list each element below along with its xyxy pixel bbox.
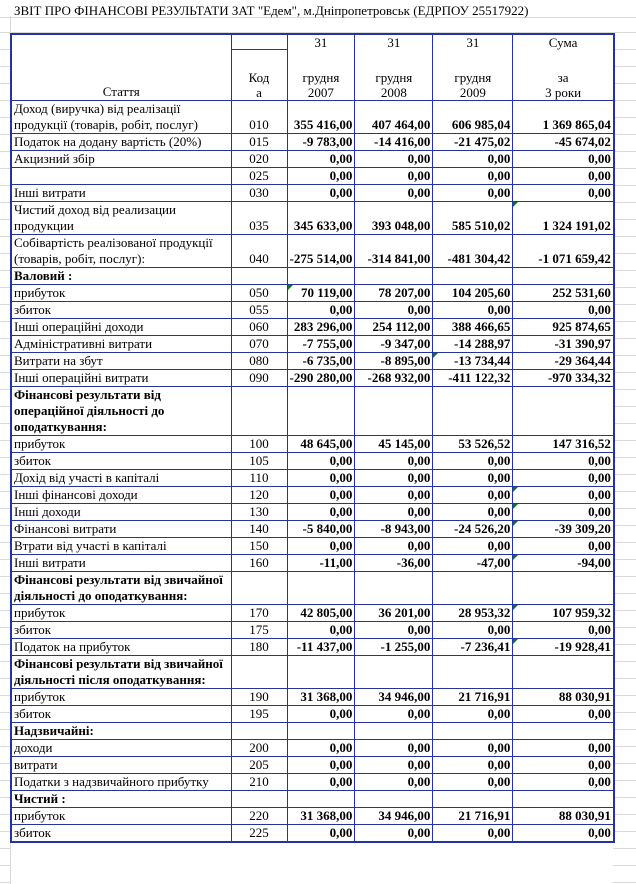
section-row (11, 723, 614, 740)
value-cell-2008: 0,00 (355, 504, 433, 521)
value-cell-2009: 0,00 (433, 151, 513, 168)
value-cell-total: 0,00 (513, 538, 614, 555)
value-cell-2009: 0,00 (433, 453, 513, 470)
code-cell: 100 (231, 436, 287, 453)
value-cell-2009: 606 985,04 (433, 101, 513, 134)
value-cell-2009: -47,00 (433, 555, 513, 572)
value-cell-total: -970 334,32 (513, 370, 614, 387)
value-cell-2009: 0,00 (433, 740, 513, 757)
code-cell: 090 (231, 370, 287, 387)
article-cell: прибуток (11, 808, 231, 825)
value-cell-2007: 0,00 (287, 740, 355, 757)
value-cell-2009: -7 236,41 (433, 639, 513, 656)
value-cell-total: 0,00 (513, 453, 614, 470)
code-cell: 080 (231, 353, 287, 370)
value-cell-2007: 70 119,00 (287, 285, 355, 302)
value-cell-total (513, 791, 614, 808)
code-cell: 150 (231, 538, 287, 555)
value-cell-total: -31 390,97 (513, 336, 614, 353)
col-header-period-2008: 31 грудня 2008 (355, 34, 433, 101)
article-cell: Дохід від участі в капіталі (11, 470, 231, 487)
table-body (11, 101, 614, 843)
value-cell-2009: -13 734,44 (433, 353, 513, 370)
value-cell-total: -1 071 659,42 (513, 235, 614, 268)
article-cell: Фінансові результати від операційної діяльності до оподаткування: (11, 387, 231, 436)
article-cell: витрати (11, 757, 231, 774)
results-table (10, 33, 615, 843)
table-row (11, 353, 614, 370)
code-cell: 010 (231, 101, 287, 134)
value-cell-2008: 0,00 (355, 538, 433, 555)
col-header-period-2007: 31 грудня 2007 (287, 34, 355, 101)
value-cell-2007: -5 840,00 (287, 521, 355, 538)
article-cell: Інші фінансові доходи (11, 487, 231, 504)
value-cell-2009: -481 304,42 (433, 235, 513, 268)
table-row (11, 538, 614, 555)
value-cell-total (513, 268, 614, 285)
value-cell-2008: -9 347,00 (355, 336, 433, 353)
code-cell: 070 (231, 336, 287, 353)
value-cell-2007: -11 437,00 (287, 639, 355, 656)
article-cell: Інші доходи (11, 504, 231, 521)
article-cell: збиток (11, 453, 231, 470)
code-cell: 200 (231, 740, 287, 757)
table-row (11, 639, 614, 656)
value-cell-2009: 585 510,02 (433, 202, 513, 235)
right-margin-gridlines (613, 33, 636, 884)
table-row (11, 622, 614, 639)
value-cell-2007: 0,00 (287, 470, 355, 487)
value-cell-total: 88 030,91 (513, 808, 614, 825)
article-cell: прибуток (11, 605, 231, 622)
code-cell: 140 (231, 521, 287, 538)
value-cell-2009: -21 475,02 (433, 134, 513, 151)
value-cell-2007: 0,00 (287, 538, 355, 555)
value-cell-2008 (355, 572, 433, 605)
value-cell-2008: 0,00 (355, 825, 433, 843)
article-cell: збиток (11, 622, 231, 639)
article-cell: Чистий доход від реализации продукции (11, 202, 231, 235)
value-cell-total: 0,00 (513, 774, 614, 791)
value-cell-2008: -8 895,00 (355, 353, 433, 370)
code-cell: 110 (231, 470, 287, 487)
value-cell-2009 (433, 572, 513, 605)
value-cell-2007: 48 645,00 (287, 436, 355, 453)
value-cell-2008: 0,00 (355, 453, 433, 470)
value-cell-2008: 0,00 (355, 487, 433, 504)
table-row (11, 370, 614, 387)
value-cell-2009: 388 466,65 (433, 319, 513, 336)
value-cell-total: -29 364,44 (513, 353, 614, 370)
value-cell-2007 (287, 572, 355, 605)
col-header-code: Код а (231, 50, 287, 101)
value-cell-total (513, 387, 614, 436)
error-marker-icon (513, 504, 518, 509)
article-cell: доходи (11, 740, 231, 757)
value-cell-2007: 0,00 (287, 453, 355, 470)
article-cell: Адміністративні витрати (11, 336, 231, 353)
value-cell-2008: -1 255,00 (355, 639, 433, 656)
code-cell: 035 (231, 202, 287, 235)
value-cell-2007: 283 296,00 (287, 319, 355, 336)
error-marker-icon (513, 521, 518, 526)
code-cell: 210 (231, 774, 287, 791)
code-cell: 195 (231, 706, 287, 723)
table-row (11, 487, 614, 504)
value-cell-2008: 34 946,00 (355, 808, 433, 825)
value-cell-2009: -24 526,20 (433, 521, 513, 538)
article-cell: Фінансові результати від звичайної діяльності до оподаткування: (11, 572, 231, 605)
table-row (11, 825, 614, 843)
value-cell-2008: 36 201,00 (355, 605, 433, 622)
value-cell-2007: 0,00 (287, 774, 355, 791)
code-cell: 025 (231, 168, 287, 185)
code-cell: 225 (231, 825, 287, 843)
value-cell-total: 0,00 (513, 487, 614, 504)
value-cell-total (513, 656, 614, 689)
table-row (11, 168, 614, 185)
col-header-total: Сума за 3 роки (513, 34, 614, 101)
value-cell-total: -45 674,02 (513, 134, 614, 151)
article-cell: Інші операційні витрати (11, 370, 231, 387)
section-row (11, 656, 614, 689)
value-cell-total (513, 723, 614, 740)
value-cell-2008 (355, 791, 433, 808)
value-cell-total: 0,00 (513, 185, 614, 202)
value-cell-2007: -7 755,00 (287, 336, 355, 353)
code-cell (231, 723, 287, 740)
value-cell-2007: 0,00 (287, 504, 355, 521)
value-cell-2008 (355, 387, 433, 436)
article-cell: Фінансові результати від звичайної діяльності після оподаткування: (11, 656, 231, 689)
table-row (11, 706, 614, 723)
value-cell-2007: 0,00 (287, 185, 355, 202)
col-header-period-2009: 31 грудня 2009 (433, 34, 513, 101)
article-cell: Чистий : (11, 791, 231, 808)
col-header-article: Стаття (11, 34, 231, 101)
value-cell-2007: 0,00 (287, 757, 355, 774)
value-cell-2008: 393 048,00 (355, 202, 433, 235)
code-cell: 060 (231, 319, 287, 336)
code-cell: 015 (231, 134, 287, 151)
table-row (11, 101, 614, 134)
section-row (11, 791, 614, 808)
value-cell-2009: 0,00 (433, 185, 513, 202)
value-cell-2007: 42 805,00 (287, 605, 355, 622)
table-row (11, 151, 614, 168)
value-cell-2009: 0,00 (433, 302, 513, 319)
article-cell: Витрати на збут (11, 353, 231, 370)
code-cell: 170 (231, 605, 287, 622)
value-cell-2009: 53 526,52 (433, 436, 513, 453)
code-cell: 040 (231, 235, 287, 268)
value-cell-2007: -6 735,00 (287, 353, 355, 370)
value-cell-2007: 0,00 (287, 706, 355, 723)
value-cell-2008: 0,00 (355, 470, 433, 487)
value-cell-2009: -14 288,97 (433, 336, 513, 353)
value-cell-2007: 0,00 (287, 302, 355, 319)
value-cell-2008: -36,00 (355, 555, 433, 572)
article-cell: Собівартість реалізованої продукції (товарів, робіт, послуг): (11, 235, 231, 268)
value-cell-2009: 0,00 (433, 487, 513, 504)
table-row (11, 555, 614, 572)
article-cell: Доход (виручка) від реалізації продукції (товарів, робіт, послуг) (11, 101, 231, 134)
code-cell: 130 (231, 504, 287, 521)
value-cell-2009: 28 953,32 (433, 605, 513, 622)
value-cell-total: 0,00 (513, 168, 614, 185)
value-cell-2007: 31 368,00 (287, 808, 355, 825)
code-cell: 160 (231, 555, 287, 572)
value-cell-2007: 31 368,00 (287, 689, 355, 706)
table-row (11, 521, 614, 538)
code-cell: 190 (231, 689, 287, 706)
code-cell (231, 656, 287, 689)
value-cell-2009 (433, 268, 513, 285)
table-row (11, 336, 614, 353)
value-cell-2009 (433, 387, 513, 436)
value-cell-2009 (433, 723, 513, 740)
article-cell: Надзвичайні: (11, 723, 231, 740)
value-cell-2007: 345 633,00 (287, 202, 355, 235)
code-cell (231, 268, 287, 285)
value-cell-total: -94,00 (513, 555, 614, 572)
table-row (11, 453, 614, 470)
value-cell-total: 0,00 (513, 504, 614, 521)
value-cell-total: -39 309,20 (513, 521, 614, 538)
value-cell-total: 0,00 (513, 757, 614, 774)
article-cell: Інші операційні доходи (11, 319, 231, 336)
value-cell-2007: -11,00 (287, 555, 355, 572)
error-marker-icon (433, 353, 438, 358)
value-cell-2009: 0,00 (433, 168, 513, 185)
table-row (11, 285, 614, 302)
table-row (11, 774, 614, 791)
value-cell-2007 (287, 791, 355, 808)
table-row (11, 302, 614, 319)
article-cell (11, 168, 231, 185)
value-cell-2009: 0,00 (433, 504, 513, 521)
value-cell-2009: 0,00 (433, 774, 513, 791)
article-cell: збиток (11, 825, 231, 843)
value-cell-2008: -14 416,00 (355, 134, 433, 151)
value-cell-2008: 34 946,00 (355, 689, 433, 706)
table-header (11, 34, 614, 101)
code-cell: 030 (231, 185, 287, 202)
value-cell-total: 0,00 (513, 825, 614, 843)
value-cell-total: 0,00 (513, 622, 614, 639)
value-cell-2008: 0,00 (355, 302, 433, 319)
value-cell-total: 0,00 (513, 740, 614, 757)
article-cell: збиток (11, 706, 231, 723)
value-cell-2009: 0,00 (433, 622, 513, 639)
value-cell-2009: 0,00 (433, 825, 513, 843)
value-cell-2008: 0,00 (355, 740, 433, 757)
value-cell-2008: 0,00 (355, 757, 433, 774)
value-cell-2009: 0,00 (433, 757, 513, 774)
section-row (11, 572, 614, 605)
value-cell-2007 (287, 268, 355, 285)
code-cell: 020 (231, 151, 287, 168)
code-cell (231, 572, 287, 605)
value-cell-2008: 254 112,00 (355, 319, 433, 336)
value-cell-total: 1 369 865,04 (513, 101, 614, 134)
value-cell-2008: 0,00 (355, 185, 433, 202)
value-cell-2007: 0,00 (287, 151, 355, 168)
article-cell: Інші витрати (11, 185, 231, 202)
article-cell: прибуток (11, 285, 231, 302)
table-row (11, 470, 614, 487)
article-cell: Валовий : (11, 268, 231, 285)
value-cell-2007 (287, 656, 355, 689)
value-cell-total: 107 959,32 (513, 605, 614, 622)
value-cell-2009 (433, 656, 513, 689)
value-cell-total: 88 030,91 (513, 689, 614, 706)
value-cell-2008 (355, 723, 433, 740)
table-row (11, 185, 614, 202)
code-cell: 050 (231, 285, 287, 302)
code-cell: 055 (231, 302, 287, 319)
code-cell: 120 (231, 487, 287, 504)
error-marker-icon (513, 639, 518, 644)
value-cell-2009: 0,00 (433, 538, 513, 555)
value-cell-2007: 0,00 (287, 487, 355, 504)
table-row (11, 202, 614, 235)
value-cell-total: -19 928,41 (513, 639, 614, 656)
table-row (11, 319, 614, 336)
value-cell-total: 0,00 (513, 302, 614, 319)
value-cell-total: 925 874,65 (513, 319, 614, 336)
value-cell-total: 147 316,52 (513, 436, 614, 453)
table-row (11, 134, 614, 151)
article-cell: Фінансові витрати (11, 521, 231, 538)
value-cell-2008: 0,00 (355, 774, 433, 791)
article-cell: Податок на прибуток (11, 639, 231, 656)
article-cell: прибуток (11, 689, 231, 706)
value-cell-2007: 0,00 (287, 825, 355, 843)
table-row (11, 740, 614, 757)
table-row (11, 757, 614, 774)
article-cell: Інші витрати (11, 555, 231, 572)
value-cell-2007: -275 514,00 (287, 235, 355, 268)
table-row (11, 605, 614, 622)
section-row (11, 387, 614, 436)
value-cell-2009: 104 205,60 (433, 285, 513, 302)
value-cell-2007: 0,00 (287, 168, 355, 185)
col-header-code-spacer (231, 34, 287, 50)
article-cell: Податки з надзвичайного прибутку (11, 774, 231, 791)
value-cell-total: 1 324 191,02 (513, 202, 614, 235)
value-cell-2008 (355, 656, 433, 689)
value-cell-total: 0,00 (513, 470, 614, 487)
report-title: ЗВІТ ПРО ФІНАНСОВІ РЕЗУЛЬТАТИ ЗАТ "Едем", м.Дніпропетровськ (ЕДРПОУ 25517922) (14, 3, 529, 18)
value-cell-2009: 0,00 (433, 470, 513, 487)
value-cell-total: 0,00 (513, 706, 614, 723)
value-cell-2009: 21 716,91 (433, 808, 513, 825)
section-row (11, 268, 614, 285)
value-cell-2008: -8 943,00 (355, 521, 433, 538)
article-cell: збиток (11, 302, 231, 319)
table-row (11, 689, 614, 706)
value-cell-total: 0,00 (513, 151, 614, 168)
value-cell-2007: -290 280,00 (287, 370, 355, 387)
value-cell-total: 252 531,60 (513, 285, 614, 302)
value-cell-2008: -268 932,00 (355, 370, 433, 387)
error-marker-icon (513, 487, 518, 492)
error-marker-icon (513, 202, 518, 207)
value-cell-2007: 355 416,00 (287, 101, 355, 134)
code-cell (231, 791, 287, 808)
code-cell: 180 (231, 639, 287, 656)
value-cell-2007: -9 783,00 (287, 134, 355, 151)
value-cell-2008: 0,00 (355, 168, 433, 185)
value-cell-2008: 0,00 (355, 622, 433, 639)
value-cell-2009: 21 716,91 (433, 689, 513, 706)
code-cell (231, 387, 287, 436)
value-cell-2008: 0,00 (355, 706, 433, 723)
article-cell: прибуток (11, 436, 231, 453)
value-cell-2008: -314 841,00 (355, 235, 433, 268)
table-row (11, 504, 614, 521)
code-cell: 105 (231, 453, 287, 470)
value-cell-2007 (287, 387, 355, 436)
code-cell: 205 (231, 757, 287, 774)
error-marker-icon (288, 285, 293, 290)
value-cell-2008: 45 145,00 (355, 436, 433, 453)
value-cell-2008: 0,00 (355, 151, 433, 168)
article-cell: Втрати від участі в капіталі (11, 538, 231, 555)
error-marker-icon (513, 555, 518, 560)
value-cell-2009: 0,00 (433, 706, 513, 723)
table-row (11, 808, 614, 825)
code-cell: 175 (231, 622, 287, 639)
table-row (11, 436, 614, 453)
code-cell: 220 (231, 808, 287, 825)
value-cell-2007: 0,00 (287, 622, 355, 639)
value-cell-2008 (355, 268, 433, 285)
value-cell-2009: -411 122,32 (433, 370, 513, 387)
value-cell-2009 (433, 791, 513, 808)
value-cell-2008: 407 464,00 (355, 101, 433, 134)
error-marker-icon (513, 605, 518, 610)
value-cell-total (513, 572, 614, 605)
table-row (11, 235, 614, 268)
value-cell-2008: 78 207,00 (355, 285, 433, 302)
article-cell: Податок на додану вартість (20%) (11, 134, 231, 151)
article-cell: Акцизний збір (11, 151, 231, 168)
value-cell-2007 (287, 723, 355, 740)
